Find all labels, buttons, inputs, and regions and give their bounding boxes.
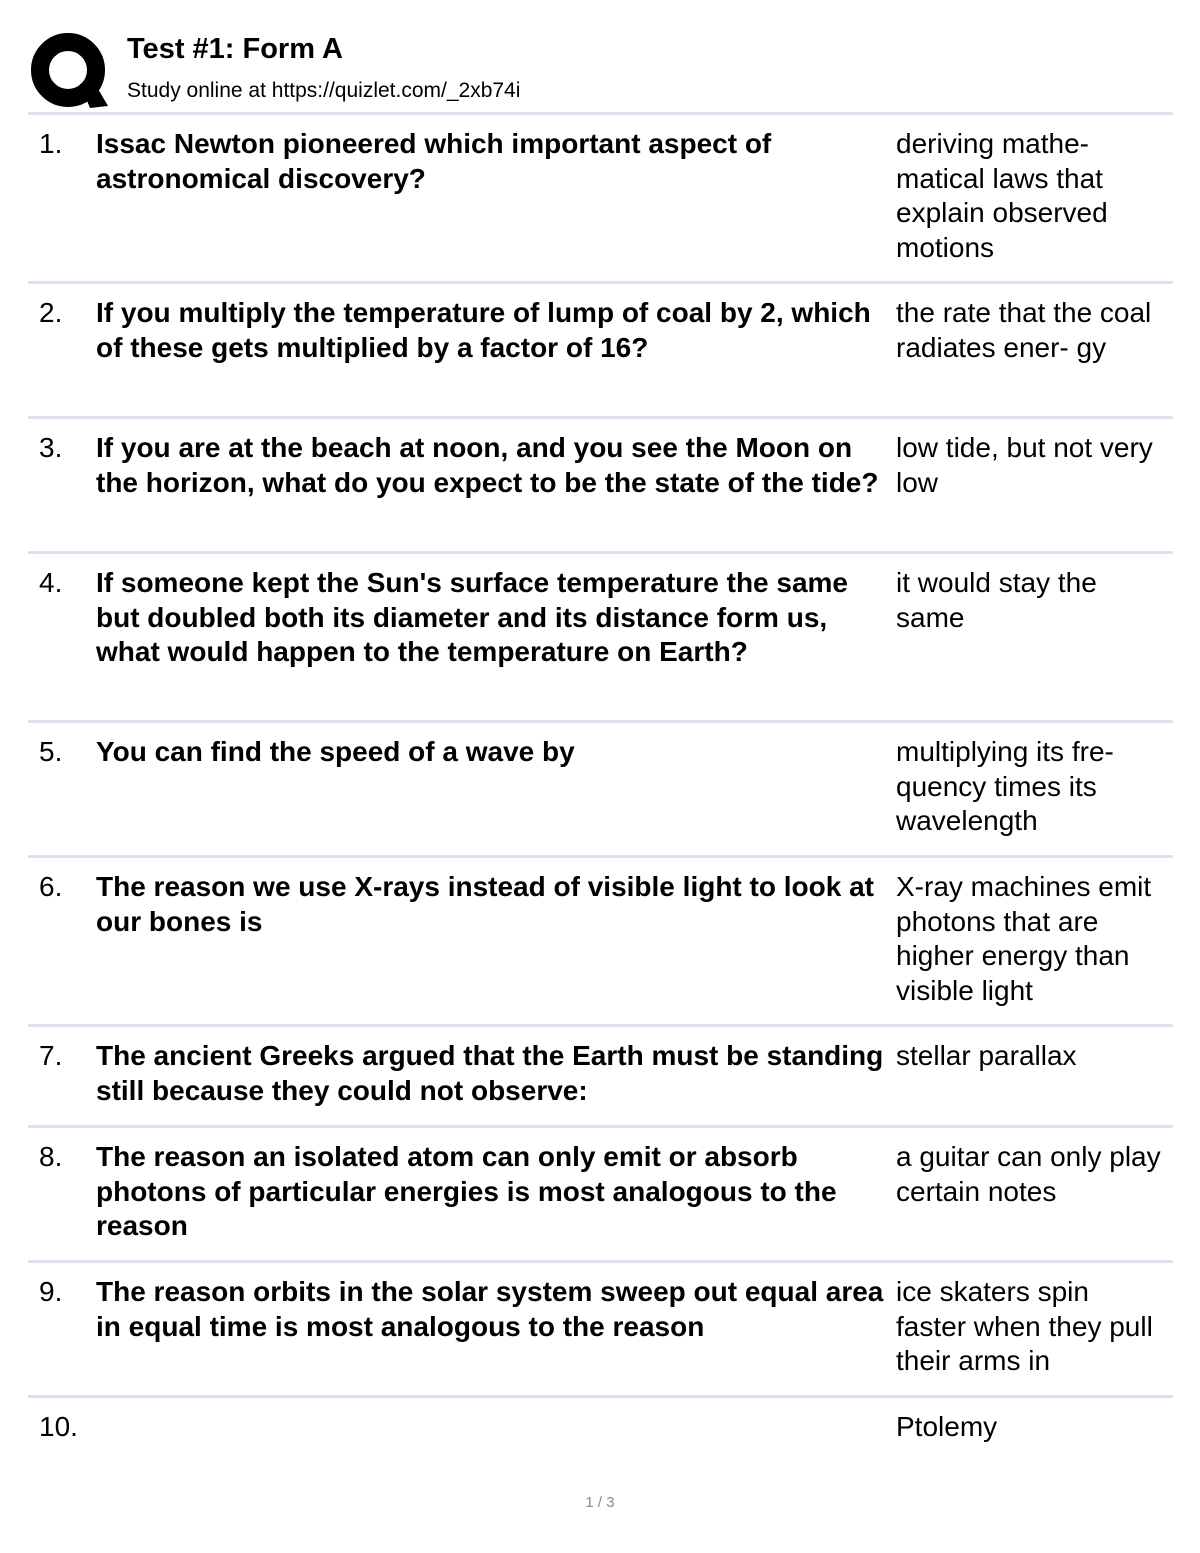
- question-row: [28, 1395, 1173, 1475]
- question-number: 3.: [39, 432, 63, 463]
- question-number: 5.: [39, 736, 63, 767]
- answer-text: the rate that the coal radiates ener- gy: [896, 297, 1152, 363]
- answer-text: multiplying its fre- quency times its wavelength: [896, 736, 1114, 836]
- document-header: [30, 28, 1172, 112]
- study-online-link[interactable]: Study online at https://quizlet.com/_2xb74i: [127, 79, 521, 102]
- question-row: [28, 551, 1173, 720]
- answer-text: a guitar can only play certain notes: [896, 1141, 1161, 1207]
- question-text: The reason an isolated atom can only emit or absorb photons of particular energies is most analogous to the reason: [96, 1141, 837, 1241]
- answer-text: Ptolemy: [896, 1411, 998, 1442]
- question-row: [28, 1024, 1173, 1125]
- answer-text: X-ray machines emit photons that are higher energy than visible light: [896, 871, 1152, 1006]
- question-row: [28, 112, 1173, 281]
- question-number: 2.: [39, 297, 63, 328]
- question-text: The reason we use X-rays instead of visible light to look at our bones is: [96, 871, 874, 937]
- question-row: [28, 720, 1173, 855]
- question-row: [28, 855, 1173, 1024]
- question-text: If you are at the beach at noon, and you see the Moon on the horizon, what do you expect to be the state of the tide?: [96, 432, 879, 498]
- page-number: 1 / 3: [585, 1494, 615, 1511]
- question-row: [28, 416, 1173, 551]
- question-text: Issac Newton pioneered which important aspect of astronomical discovery?: [96, 128, 772, 194]
- answer-text: low tide, but not very low: [896, 432, 1153, 498]
- answer-text: it would stay the same: [896, 567, 1097, 633]
- question-text: If someone kept the Sun's surface temperature the same but doubled both its diameter and its distance form us, what would happen to the temperature on Earth?: [96, 567, 849, 667]
- answer-text: deriving mathe- matical laws that explain observed motions: [896, 128, 1108, 263]
- question-number: 9.: [39, 1276, 63, 1307]
- question-row: [28, 1260, 1173, 1395]
- question-row: [28, 281, 1173, 416]
- answer-text: stellar parallax: [896, 1040, 1077, 1071]
- question-text: You can find the speed of a wave by: [96, 736, 575, 767]
- question-number: 10.: [39, 1411, 78, 1442]
- question-list: [28, 112, 1173, 1475]
- question-text: If you multiply the temperature of lump of coal by 2, which of these gets multiplied by a factor of 16?: [96, 297, 871, 363]
- document-title: Test #1: Form A: [127, 33, 343, 65]
- question-number: 1.: [39, 128, 63, 159]
- answer-text: ice skaters spin faster when they pull their arms in: [896, 1276, 1153, 1376]
- question-text: The reason orbits in the solar system sweep out equal area in equal time is most analogous to the reason: [96, 1276, 884, 1342]
- question-number: 8.: [39, 1141, 63, 1172]
- question-number: 4.: [39, 567, 63, 598]
- question-text: The ancient Greeks argued that the Earth must be standing still because they could not observe:: [96, 1040, 884, 1106]
- question-row: [28, 1125, 1173, 1260]
- question-number: 6.: [39, 871, 63, 902]
- quizlet-logo-icon: [30, 32, 108, 110]
- question-number: 7.: [39, 1040, 63, 1071]
